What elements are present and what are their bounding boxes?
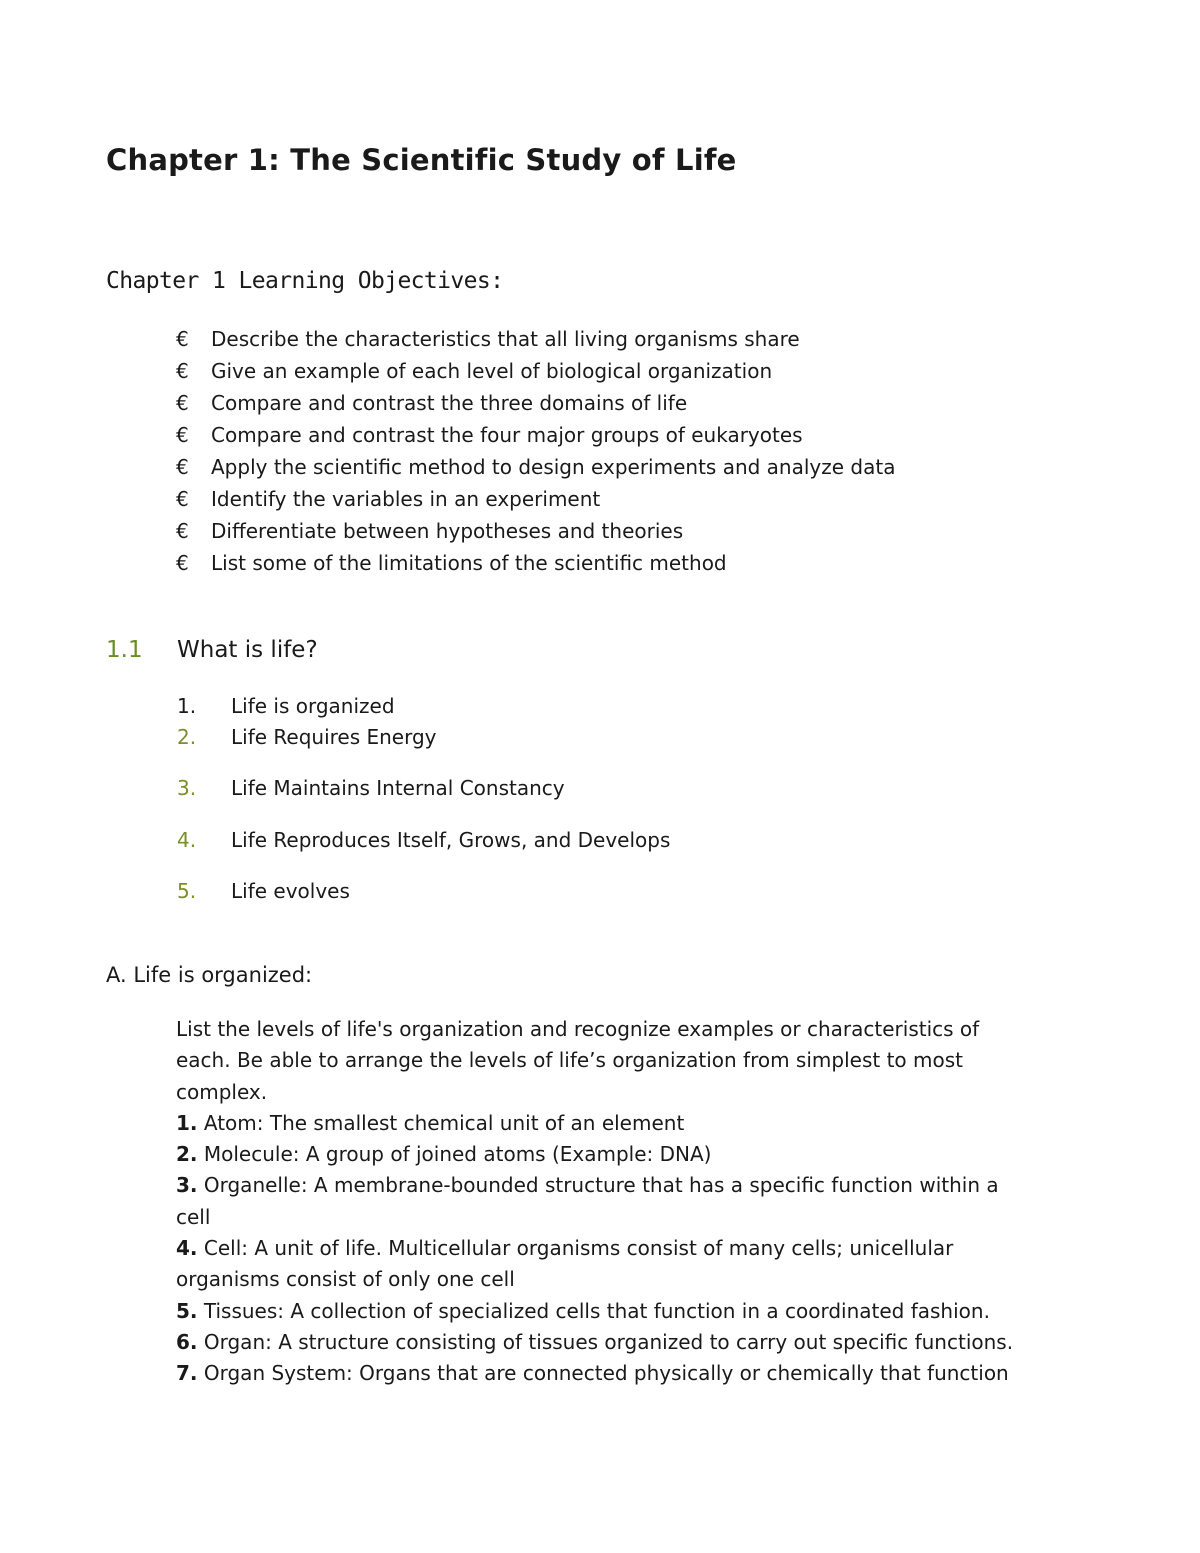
list-number: 1. [177, 694, 197, 718]
level-number: 7. [176, 1361, 198, 1386]
level-item [176, 1170, 1096, 1201]
section-title: What is life? [177, 637, 318, 663]
list-number: 5. [177, 879, 197, 903]
objective-text: Compare and contrast the three domains of life [211, 391, 688, 415]
level-number: 4. [176, 1236, 198, 1261]
objective-item [176, 391, 687, 415]
subsection-heading: A. Life is organized: [106, 963, 313, 987]
level-item [176, 1296, 1096, 1327]
level-text: Atom: The smallest chemical unit of an element [203, 1110, 685, 1135]
list-item [177, 879, 350, 903]
level-item [176, 1233, 1096, 1264]
level-number: 1. [176, 1110, 198, 1135]
bullet-glyph: € [176, 455, 189, 479]
bullet-glyph: € [176, 359, 189, 383]
bullet-glyph: € [176, 519, 189, 543]
objective-item [176, 327, 800, 351]
objective-text: Apply the scientific method to design experiments and analyze data [211, 455, 896, 479]
objective-text: Give an example of each level of biological organization [211, 359, 773, 383]
bullet-glyph: € [176, 327, 189, 351]
level-text: Tissues: A collection of specialized cells that function in a coordinated fashion. [203, 1298, 990, 1323]
objective-item [176, 455, 895, 479]
objective-text: Describe the characteristics that all living organisms share [211, 327, 800, 351]
level-text-continued: cell [176, 1204, 211, 1229]
level-item [176, 1108, 1096, 1139]
objective-item [176, 359, 772, 383]
paragraph-line: complex. [176, 1079, 268, 1104]
level-text: Organ: A structure consisting of tissues organized to carry out specific functions. [203, 1329, 1014, 1354]
list-number: 2. [177, 725, 197, 749]
list-text: Life Maintains Internal Constancy [231, 776, 565, 800]
section-number: 1.1 [106, 637, 143, 663]
list-text: Life is organized [231, 694, 395, 718]
level-number: 2. [176, 1142, 198, 1167]
objective-item [176, 519, 683, 543]
organization-paragraph [176, 1014, 1096, 1390]
bullet-glyph: € [176, 391, 189, 415]
list-item [177, 776, 565, 800]
objective-item [176, 551, 727, 575]
list-text: Life Requires Energy [231, 725, 437, 749]
level-text: Organelle: A membrane-bounded structure that has a specific function within a [203, 1173, 999, 1198]
objective-item [176, 423, 803, 447]
list-number: 3. [177, 776, 197, 800]
level-text-continued: organisms consist of only one cell [176, 1267, 515, 1292]
bullet-glyph: € [176, 487, 189, 511]
bullet-glyph: € [176, 551, 189, 575]
level-number: 3. [176, 1173, 198, 1198]
level-number: 6. [176, 1329, 198, 1354]
objectives-heading: Chapter 1 Learning Objectives: [106, 268, 504, 294]
objective-text: Compare and contrast the four major groups of eukaryotes [211, 423, 803, 447]
chapter-title: Chapter 1: The Scientific Study of Life [106, 143, 737, 177]
paragraph-line: each. Be able to arrange the levels of life’s organization from simplest to most [176, 1048, 963, 1073]
list-item [177, 828, 670, 852]
list-text: Life Reproduces Itself, Grows, and Develops [231, 828, 671, 852]
level-item [176, 1358, 1096, 1389]
level-text: Organ System: Organs that are connected physically or chemically that function [203, 1361, 1009, 1386]
objective-text: Differentiate between hypotheses and theories [211, 519, 684, 543]
level-text: Cell: A unit of life. Multicellular organisms consist of many cells; unicellular [203, 1236, 954, 1261]
paragraph-line: List the levels of life's organization and recognize examples or characteristics of [176, 1017, 980, 1041]
list-text: Life evolves [231, 879, 350, 903]
objective-text: Identify the variables in an experiment [211, 487, 601, 511]
level-item [176, 1327, 1096, 1358]
list-item [177, 725, 437, 749]
level-number: 5. [176, 1298, 198, 1323]
objective-item [176, 487, 600, 511]
list-number: 4. [177, 828, 197, 852]
objective-text: List some of the limitations of the scientific method [211, 551, 727, 575]
bullet-glyph: € [176, 423, 189, 447]
list-item [177, 694, 395, 718]
level-item [176, 1139, 1096, 1170]
level-text: Molecule: A group of joined atoms (Example: DNA) [203, 1142, 712, 1167]
